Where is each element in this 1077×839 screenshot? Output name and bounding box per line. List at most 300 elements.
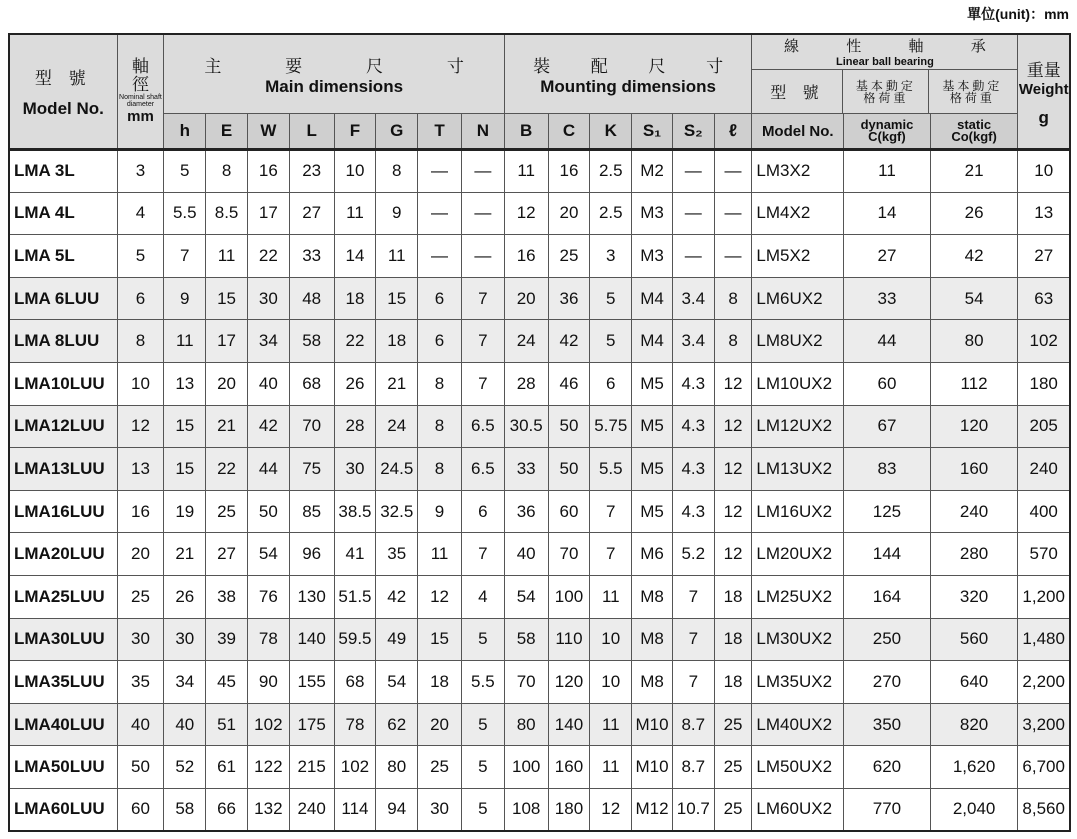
col-h: h	[164, 114, 206, 150]
table-cell: 20	[117, 533, 164, 576]
table-cell: 16	[548, 150, 590, 193]
table-cell: 3	[117, 150, 164, 193]
table-cell: 36	[504, 490, 548, 533]
table-cell: 18	[334, 277, 376, 320]
table-cell: 45	[206, 661, 248, 704]
col-static: static Co(kgf)	[930, 114, 1018, 150]
table-cell: 17	[247, 192, 289, 235]
table-cell: 40	[504, 533, 548, 576]
table-cell: 20	[548, 192, 590, 235]
table-cell: 9	[164, 277, 206, 320]
table-cell: 27	[289, 192, 334, 235]
table-cell: 5.75	[590, 405, 632, 448]
table-cell: 8	[376, 150, 418, 193]
table-cell: 9	[418, 490, 462, 533]
main-dimensions-header: 主 要 尺 寸 Main dimensions	[164, 34, 504, 114]
table-cell: 26	[164, 575, 206, 618]
table-row	[9, 277, 1070, 320]
table-cell: 42	[376, 575, 418, 618]
table-cell: 3.4	[672, 277, 714, 320]
table-cell: 78	[247, 618, 289, 661]
table-cell: 35	[376, 533, 418, 576]
table-cell: 42	[247, 405, 289, 448]
model-cell: LMA10LUU	[9, 362, 117, 405]
table-cell: 28	[504, 362, 548, 405]
table-cell: 27	[844, 235, 931, 278]
static-load-header: 基本動定格荷重	[942, 78, 1003, 105]
model-cell: LMA12LUU	[9, 405, 117, 448]
table-cell: 15	[164, 448, 206, 491]
table-cell: 78	[334, 703, 376, 746]
table-cell: 34	[164, 661, 206, 704]
bearing-model-cell: LM50UX2	[752, 746, 844, 789]
table-cell: 108	[504, 788, 548, 831]
table-cell: M5	[632, 362, 673, 405]
table-cell: 18	[714, 618, 752, 661]
table-cell: 50	[548, 448, 590, 491]
table-cell: 640	[930, 661, 1018, 704]
table-cell: 44	[844, 320, 931, 363]
table-cell: 6	[418, 277, 462, 320]
table-cell: 42	[930, 235, 1018, 278]
table-cell: 62	[376, 703, 418, 746]
table-cell: 38	[206, 575, 248, 618]
col-c: C	[548, 114, 590, 150]
table-cell: 70	[289, 405, 334, 448]
table-cell: 6	[461, 490, 504, 533]
table-cell: 15	[376, 277, 418, 320]
table-cell: 76	[247, 575, 289, 618]
model-cell: LMA30LUU	[9, 618, 117, 661]
table-cell: 38.5	[334, 490, 376, 533]
col-l-script: ℓ	[714, 114, 752, 150]
table-cell: —	[418, 150, 462, 193]
table-cell: 5.2	[672, 533, 714, 576]
table-cell: M8	[632, 618, 673, 661]
table-cell: M10	[632, 746, 673, 789]
table-cell: 12	[714, 405, 752, 448]
table-cell: 25	[206, 490, 248, 533]
table-cell: 13	[117, 448, 164, 491]
mounting-dimensions-header: 裝 配 尺 寸 Mounting dimensions	[504, 34, 752, 114]
table-cell: 12	[117, 405, 164, 448]
table-cell: 58	[289, 320, 334, 363]
table-cell: 7	[590, 533, 632, 576]
table-cell: 15	[206, 277, 248, 320]
bearing-model-cell: LM10UX2	[752, 362, 844, 405]
table-cell: 90	[247, 661, 289, 704]
col-b: B	[504, 114, 548, 150]
table-cell: 7	[672, 575, 714, 618]
col-n: N	[461, 114, 504, 150]
table-cell: 11	[164, 320, 206, 363]
model-cell: LMA16LUU	[9, 490, 117, 533]
table-cell: 7	[461, 362, 504, 405]
table-cell: M3	[632, 235, 673, 278]
table-cell: 21	[376, 362, 418, 405]
model-cell: LMA40LUU	[9, 703, 117, 746]
table-cell: 60	[844, 362, 931, 405]
table-cell: 4.3	[672, 362, 714, 405]
table-cell: 8	[418, 362, 462, 405]
table-cell: 20	[206, 362, 248, 405]
table-cell: 19	[164, 490, 206, 533]
table-cell: 39	[206, 618, 248, 661]
table-cell: —	[418, 235, 462, 278]
table-cell: 114	[334, 788, 376, 831]
table-cell: 50	[247, 490, 289, 533]
model-cell: LMA60LUU	[9, 788, 117, 831]
table-cell: 110	[548, 618, 590, 661]
table-cell: 14	[334, 235, 376, 278]
table-row	[9, 405, 1070, 448]
table-cell: 33	[504, 448, 548, 491]
table-cell: —	[461, 192, 504, 235]
table-cell: 770	[844, 788, 931, 831]
table-cell: 14	[844, 192, 931, 235]
bearing-model-cell: LM60UX2	[752, 788, 844, 831]
table-cell: 58	[164, 788, 206, 831]
table-cell: 94	[376, 788, 418, 831]
table-cell: 8	[714, 277, 752, 320]
table-row	[9, 533, 1070, 576]
bearing-model-cell: LM35UX2	[752, 661, 844, 704]
table-cell: 215	[289, 746, 334, 789]
table-cell: 6	[590, 362, 632, 405]
bearing-model-cell: LM4X2	[752, 192, 844, 235]
table-cell: 2,200	[1018, 661, 1070, 704]
table-row	[9, 150, 1070, 193]
table-cell: 40	[117, 703, 164, 746]
table-cell: 96	[289, 533, 334, 576]
table-cell: 20	[418, 703, 462, 746]
table-cell: 205	[1018, 405, 1070, 448]
model-cell: LMA 4L	[9, 192, 117, 235]
table-cell: 70	[548, 533, 590, 576]
table-cell: 70	[504, 661, 548, 704]
table-row	[9, 490, 1070, 533]
table-cell: 5	[164, 150, 206, 193]
table-cell: M12	[632, 788, 673, 831]
model-header: 型 號 Model No.	[9, 34, 117, 150]
col-w: W	[247, 114, 289, 150]
table-cell: 120	[548, 661, 590, 704]
table-row	[9, 362, 1070, 405]
table-cell: 140	[548, 703, 590, 746]
bearing-model-cell: LM5X2	[752, 235, 844, 278]
table-cell: —	[672, 192, 714, 235]
table-cell: 8	[714, 320, 752, 363]
table-cell: 35	[117, 661, 164, 704]
table-cell: 7	[461, 320, 504, 363]
table-cell: 18	[714, 661, 752, 704]
table-cell: 12	[714, 533, 752, 576]
table-cell: 41	[334, 533, 376, 576]
table-cell: 25	[117, 575, 164, 618]
table-cell: 8,560	[1018, 788, 1070, 831]
col-l: L	[289, 114, 334, 150]
table-cell: M10	[632, 703, 673, 746]
table-cell: —	[714, 235, 752, 278]
table-cell: 160	[930, 448, 1018, 491]
col-s1: S₁	[632, 114, 673, 150]
table-cell: 30	[117, 618, 164, 661]
table-cell: 4.3	[672, 405, 714, 448]
table-cell: 61	[206, 746, 248, 789]
table-cell: 25	[714, 788, 752, 831]
bearing-model-cell: LM30UX2	[752, 618, 844, 661]
table-cell: 75	[289, 448, 334, 491]
table-cell: 5	[461, 788, 504, 831]
table-cell: 12	[714, 362, 752, 405]
table-cell: 2.5	[590, 192, 632, 235]
table-cell: 44	[247, 448, 289, 491]
col-e: E	[206, 114, 248, 150]
table-cell: 12	[418, 575, 462, 618]
table-cell: 7	[672, 661, 714, 704]
model-cell: LMA 5L	[9, 235, 117, 278]
table-cell: 22	[334, 320, 376, 363]
table-cell: 42	[548, 320, 590, 363]
table-row	[9, 788, 1070, 831]
table-cell: 280	[930, 533, 1018, 576]
table-cell: 102	[247, 703, 289, 746]
table-cell: 5.5	[590, 448, 632, 491]
table-cell: 175	[289, 703, 334, 746]
table-cell: 8	[418, 448, 462, 491]
table-cell: 160	[548, 746, 590, 789]
table-cell: 25	[714, 703, 752, 746]
table-cell: 10	[590, 618, 632, 661]
table-cell: 102	[334, 746, 376, 789]
table-cell: 50	[117, 746, 164, 789]
table-cell: 8	[418, 405, 462, 448]
table-cell: 10	[117, 362, 164, 405]
table-cell: 122	[247, 746, 289, 789]
table-cell: 24	[376, 405, 418, 448]
table-row	[9, 746, 1070, 789]
table-cell: 570	[1018, 533, 1070, 576]
table-cell: 8.7	[672, 746, 714, 789]
table-cell: 125	[844, 490, 931, 533]
table-cell: 8	[117, 320, 164, 363]
table-row	[9, 661, 1070, 704]
bearing-model-cell: LM12UX2	[752, 405, 844, 448]
col-s2: S₂	[672, 114, 714, 150]
table-cell: 16	[247, 150, 289, 193]
table-cell: 67	[844, 405, 931, 448]
table-cell: 8.5	[206, 192, 248, 235]
table-cell: —	[714, 192, 752, 235]
table-cell: M5	[632, 405, 673, 448]
table-cell: 102	[1018, 320, 1070, 363]
table-cell: M5	[632, 490, 673, 533]
table-cell: 11	[206, 235, 248, 278]
table-row	[9, 703, 1070, 746]
table-cell: 164	[844, 575, 931, 618]
table-cell: 112	[930, 362, 1018, 405]
table-cell: 7	[672, 618, 714, 661]
table-cell: 4.3	[672, 448, 714, 491]
table-cell: 1,480	[1018, 618, 1070, 661]
table-cell: 16	[504, 235, 548, 278]
table-cell: —	[672, 235, 714, 278]
bearing-model-cell: LM20UX2	[752, 533, 844, 576]
table-cell: 58	[504, 618, 548, 661]
table-cell: 60	[117, 788, 164, 831]
table-cell: 11	[590, 746, 632, 789]
table-cell: 155	[289, 661, 334, 704]
col-f: F	[334, 114, 376, 150]
table-cell: 27	[206, 533, 248, 576]
table-cell: 30	[334, 448, 376, 491]
table-cell: 54	[247, 533, 289, 576]
table-cell: 23	[289, 150, 334, 193]
table-cell: 24.5	[376, 448, 418, 491]
table-cell: 54	[930, 277, 1018, 320]
bearing-model-cell: LM3X2	[752, 150, 844, 193]
bearing-model-header: 型 號	[752, 70, 843, 113]
table-row	[9, 618, 1070, 661]
table-cell: 9	[376, 192, 418, 235]
table-cell: 250	[844, 618, 931, 661]
table-cell: 54	[504, 575, 548, 618]
table-cell: 100	[548, 575, 590, 618]
table-cell: 25	[714, 746, 752, 789]
table-cell: 30.5	[504, 405, 548, 448]
bearing-model-cell: LM6UX2	[752, 277, 844, 320]
table-cell: 13	[1018, 192, 1070, 235]
table-cell: 40	[247, 362, 289, 405]
table-cell: 48	[289, 277, 334, 320]
table-cell: 240	[289, 788, 334, 831]
table-cell: 8	[206, 150, 248, 193]
col-t: T	[418, 114, 462, 150]
table-cell: 11	[376, 235, 418, 278]
table-cell: 320	[930, 575, 1018, 618]
specification-table	[8, 33, 1071, 832]
table-cell: M2	[632, 150, 673, 193]
table-cell: 15	[164, 405, 206, 448]
table-cell: —	[461, 150, 504, 193]
table-cell: 400	[1018, 490, 1070, 533]
model-cell: LMA50LUU	[9, 746, 117, 789]
table-cell: 33	[844, 277, 931, 320]
col-dynamic: dynamic C(kgf)	[844, 114, 931, 150]
table-cell: 7	[164, 235, 206, 278]
table-cell: —	[714, 150, 752, 193]
model-cell: LMA25LUU	[9, 575, 117, 618]
table-cell: 240	[1018, 448, 1070, 491]
table-cell: 49	[376, 618, 418, 661]
table-cell: 46	[548, 362, 590, 405]
table-cell: 24	[504, 320, 548, 363]
table-cell: 7	[461, 277, 504, 320]
table-cell: 22	[206, 448, 248, 491]
table-cell: 6,700	[1018, 746, 1070, 789]
table-cell: 27	[1018, 235, 1070, 278]
dynamic-load-header: 基本動定格荷重	[843, 70, 929, 113]
table-cell: 40	[164, 703, 206, 746]
table-cell: 5	[590, 277, 632, 320]
table-cell: 18	[418, 661, 462, 704]
table-cell: 20	[504, 277, 548, 320]
table-cell: 18	[376, 320, 418, 363]
table-cell: 180	[548, 788, 590, 831]
table-cell: 60	[548, 490, 590, 533]
table-cell: 1,200	[1018, 575, 1070, 618]
table-cell: 22	[247, 235, 289, 278]
table-cell: 25	[548, 235, 590, 278]
table-cell: 68	[289, 362, 334, 405]
bearing-model-cell: LM13UX2	[752, 448, 844, 491]
table-cell: 12	[504, 192, 548, 235]
table-cell: 34	[247, 320, 289, 363]
table-cell: 26	[334, 362, 376, 405]
table-cell: 5	[461, 746, 504, 789]
table-cell: 3	[590, 235, 632, 278]
table-cell: 33	[289, 235, 334, 278]
bearing-model-cell: LM40UX2	[752, 703, 844, 746]
table-cell: 4.3	[672, 490, 714, 533]
table-cell: 26	[930, 192, 1018, 235]
table-cell: M4	[632, 277, 673, 320]
table-cell: 2.5	[590, 150, 632, 193]
table-cell: 3,200	[1018, 703, 1070, 746]
table-cell: 240	[930, 490, 1018, 533]
table-cell: 13	[164, 362, 206, 405]
table-cell: 51.5	[334, 575, 376, 618]
table-cell: 3.4	[672, 320, 714, 363]
table-cell: 16	[117, 490, 164, 533]
table-cell: 28	[334, 405, 376, 448]
table-cell: 6	[117, 277, 164, 320]
table-cell: 5	[117, 235, 164, 278]
table-cell: M8	[632, 661, 673, 704]
table-cell: 80	[504, 703, 548, 746]
table-row	[9, 575, 1070, 618]
table-cell: 2,040	[930, 788, 1018, 831]
table-cell: 59.5	[334, 618, 376, 661]
table-cell: 12	[714, 490, 752, 533]
unit-label: 單位(unit)：mm	[967, 6, 1069, 22]
table-cell: 10.7	[672, 788, 714, 831]
table-cell: 270	[844, 661, 931, 704]
model-cell: LMA 6LUU	[9, 277, 117, 320]
table-cell: 10	[334, 150, 376, 193]
model-cell: LMA 3L	[9, 150, 117, 193]
table-cell: 66	[206, 788, 248, 831]
model-cell: LMA20LUU	[9, 533, 117, 576]
table-cell: 51	[206, 703, 248, 746]
table-row	[9, 192, 1070, 235]
model-cell: LMA 8LUU	[9, 320, 117, 363]
table-cell: 36	[548, 277, 590, 320]
linear-ball-bearing-header: 線 性 軸 承 Linear ball bearing 型 號 基本動定格荷重 基本動定格荷重	[752, 34, 1018, 114]
col-g: G	[376, 114, 418, 150]
table-cell: 820	[930, 703, 1018, 746]
table-cell: 1,620	[930, 746, 1018, 789]
col-bearing-model: Model No.	[752, 114, 844, 150]
table-cell: 11	[504, 150, 548, 193]
table-cell: —	[418, 192, 462, 235]
table-cell: 5	[461, 703, 504, 746]
table-cell: 5	[590, 320, 632, 363]
table-cell: 5.5	[461, 661, 504, 704]
table-cell: 6.5	[461, 405, 504, 448]
table-cell: 25	[418, 746, 462, 789]
table-cell: 7	[590, 490, 632, 533]
